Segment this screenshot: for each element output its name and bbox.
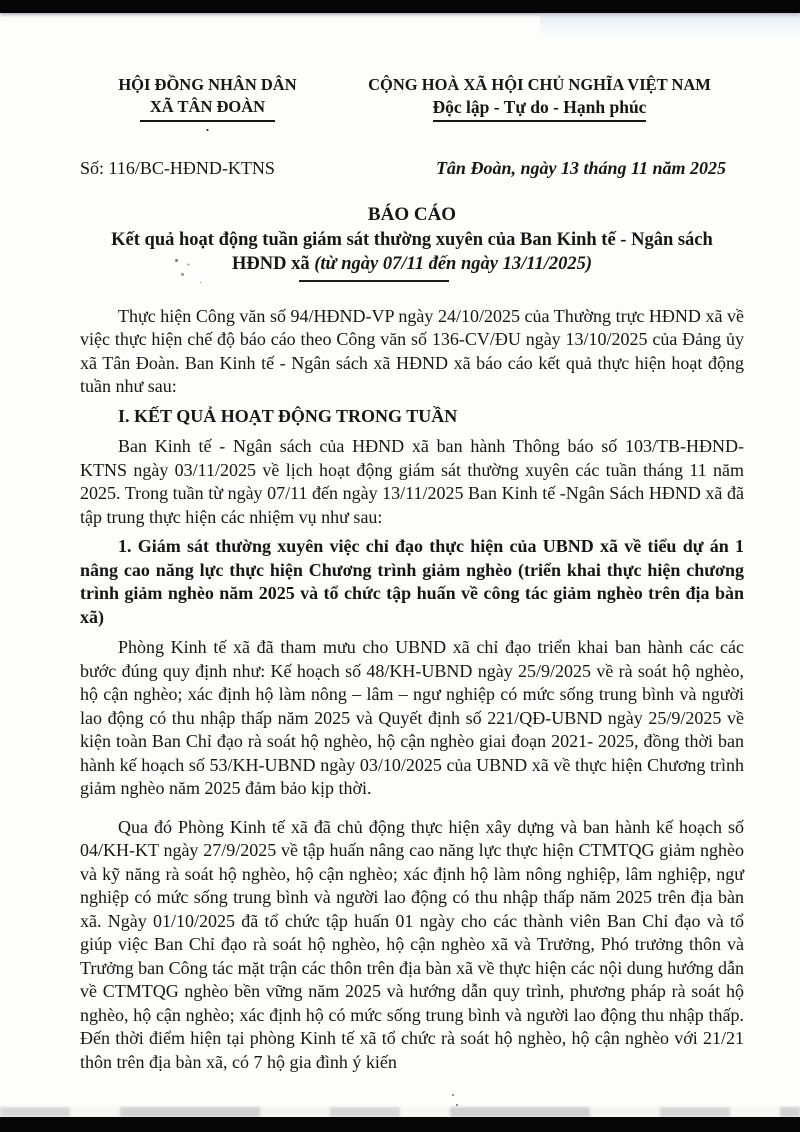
place-and-date: Tân Đoàn, ngày 13 tháng 11 năm 2025 [435, 158, 726, 178]
document-header [80, 74, 744, 132]
document-title-block [80, 203, 744, 282]
issuing-org-block [80, 74, 335, 132]
scan-smudge-artifact [175, 259, 178, 262]
document-body [80, 305, 744, 1075]
document-number: Số: 116/BC-HĐND-KTNS [80, 158, 275, 178]
scan-edge-top [0, 0, 800, 13]
item-1-heading: 1. Giám sát thường xuyên việc chỉ đạo thực hiện của UBND xã về tiểu dự án 1 nâng cao năng lực thực hiện Chương trình giảm nghèo (triển khai thực hiện chương trình giảm nghèo năm 2025 và tổ chức tập huấn về công tác giảm nghèo trên địa bàn xã) [80, 536, 744, 627]
national-motto: Độc lập - Tự do - Hạnh phúc [433, 96, 647, 122]
document-subject [90, 228, 735, 276]
national-title: CỘNG HOÀ XÃ HỘI CHỦ NGHĨA VIỆT NAM [368, 75, 711, 94]
scan-dot-artifact [452, 1094, 454, 1096]
scan-smear-bottom [0, 1107, 800, 1117]
title-separator-rule [299, 280, 449, 282]
national-motto-block [335, 74, 744, 122]
paragraph-training-review: Qua đó Phòng Kinh tế xã đã chủ động thực hiện xây dựng và ban hành kế hoạch số 04/KH-KT ngày 27/9/2025 về tập huấn nâng cao năng lực thực hiện CTMTQG giảm nghèo và kỹ năng rà soát hộ nghèo, hộ cận nghèo; xác định hộ làm nông nghiệp, lâm nghiệp, ngư nghiệp có mức sống trung bình và người lao động có thu nhập thấp năm 2025 trên địa bàn xã. Ngày 01/10/2025 đã tổ chức tập huấn 01 ngày cho các thành viên Ban Chỉ đạo và tổ giúp việc Ban Chỉ đạo rà soát hộ nghèo, hộ cận nghèo xã và Trưởng, Phó trưởng thôn và Trưởng ban Công tác mặt trận các thôn trên địa bàn xã về thực hiện các nội dung hướng dẫn về CTMTQG nghèo bền vững năm 2025 và hướng dẫn quy trình, phương pháp rà soát hộ nghèo, hộ cận nghèo; xác định hộ có mức sống trung bình và người lao động thu nhập thấp. Đến thời điểm hiện tại phòng Kinh tế xã tổ chức rà soát hộ nghèo, hộ cận nghèo với 21/21 thôn trên địa bàn xã, có 7 hộ gia đình ý kiến [80, 816, 744, 1072]
paragraph-weekly-plan: Ban Kinh tế - Ngân sách của HĐND xã ban hành Thông báo số 103/TB-HĐND-KTNS ngày 03/11/2025 về lịch hoạt động giám sát thường xuyên các tuần tháng 11 năm 2025. Trong tuần từ ngày 07/11 đến ngày 13/11/2025 Ban Kinh tế -Ngân Sách HĐND xã đã tập trung thực hiện các nhiệm vụ như sau: [80, 436, 744, 527]
section-1-heading: I. KẾT QUẢ HOẠT ĐỘNG TRONG TUẦN [118, 405, 458, 426]
document-content [80, 74, 744, 1080]
issuing-org-line2: XÃ TÂN ĐOÀN [140, 96, 275, 122]
org-underline-dot: . [205, 119, 210, 134]
document-meta-row [80, 157, 744, 181]
document-subject-text: Kết quả hoạt động tuần giám sát thường xuyên của Ban Kinh tế - Ngân sách HĐND xã [111, 229, 713, 274]
document-kind: BÁO CÁO [367, 203, 457, 225]
paragraph-plans-issued: Phòng Kinh tế xã đã tham mưu cho UBND xã chỉ đạo triển khai ban hành các các bước đúng quy định như: Kế hoạch số 48/KH-UBND ngày 25/9/2025 về rà soát hộ nghèo, hộ cận nghèo; xác định hộ làm nông – lâm – ngư nghiệp có mức sống trung bình và người lao động có thu nhập thấp năm 2025 và Quyết định số 221/QĐ-UBND ngày 25/9/2025 về kiện toàn Ban Chỉ đạo rà soát hộ nghèo, hộ cận nghèo giai đoạn 2021- 2025, đồng thời ban hành kế hoạch số 53/KH-UBND ngày 03/10/2025 của UBND xã về thực hiện Chương trình giảm nghèo năm 2025 đảm bảo kịp thời. [80, 637, 744, 798]
document-subject-period: (từ ngày 07/11 đến ngày 13/11/2025) [314, 253, 593, 274]
scan-tint-artifact [540, 13, 800, 39]
paragraph-basis: Thực hiện Công văn số 94/HĐND-VP ngày 24/10/2025 của Thường trực HĐND xã về việc thực hiện chế độ báo cáo theo Công văn số 136-CV/ĐU ngày 13/10/2025 của Đảng ủy xã Tân Đoàn. Ban Kinh tế - Ngân sách xã HĐND xã báo cáo kết quả thực hiện hoạt động tuần như sau: [80, 305, 744, 396]
issuing-org-line1: HỘI ĐỒNG NHÂN DÂN [118, 75, 297, 94]
scan-edge-bottom [0, 1117, 800, 1132]
